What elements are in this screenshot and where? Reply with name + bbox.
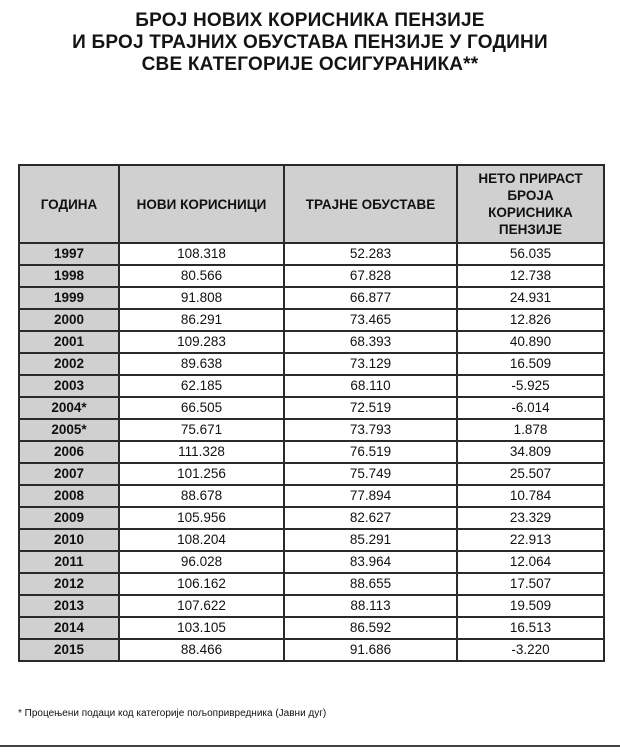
cell-new-users: 86.291 xyxy=(119,309,284,331)
cell-net-growth: 12.826 xyxy=(457,309,604,331)
cell-terminations: 91.686 xyxy=(284,639,457,661)
cell-new-users: 105.956 xyxy=(119,507,284,529)
cell-year: 2001 xyxy=(19,331,119,353)
cell-year: 2007 xyxy=(19,463,119,485)
cell-terminations: 88.655 xyxy=(284,573,457,595)
table-row xyxy=(19,309,604,331)
table-row xyxy=(19,265,604,287)
cell-terminations: 76.519 xyxy=(284,441,457,463)
cell-terminations: 86.592 xyxy=(284,617,457,639)
cell-new-users: 80.566 xyxy=(119,265,284,287)
cell-new-users: 89.638 xyxy=(119,353,284,375)
cell-terminations: 67.828 xyxy=(284,265,457,287)
cell-net-growth: 40.890 xyxy=(457,331,604,353)
cell-year: 2009 xyxy=(19,507,119,529)
cell-terminations: 83.964 xyxy=(284,551,457,573)
cell-year: 2011 xyxy=(19,551,119,573)
header-net-growth-line-4: ПЕНЗИЈЕ xyxy=(498,222,563,237)
table-row xyxy=(19,595,604,617)
cell-net-growth: -3.220 xyxy=(457,639,604,661)
table-row xyxy=(19,463,604,485)
cell-new-users: 109.283 xyxy=(119,331,284,353)
table-row xyxy=(19,375,604,397)
cell-year: 1998 xyxy=(19,265,119,287)
cell-net-growth: 56.035 xyxy=(457,243,604,265)
table-row xyxy=(19,331,604,353)
cell-new-users: 101.256 xyxy=(119,463,284,485)
table-row xyxy=(19,485,604,507)
cell-terminations: 85.291 xyxy=(284,529,457,551)
cell-net-growth: 19.509 xyxy=(457,595,604,617)
header-net-growth xyxy=(457,165,604,243)
table-row xyxy=(19,441,604,463)
header-new-users: НОВИ КОРИСНИЦИ xyxy=(119,165,284,243)
table-row xyxy=(19,529,604,551)
cell-terminations: 77.894 xyxy=(284,485,457,507)
cell-year: 2000 xyxy=(19,309,119,331)
cell-terminations: 88.113 xyxy=(284,595,457,617)
title-line-1: БРОЈ НОВИХ КОРИСНИКА ПЕНЗИЈЕ xyxy=(135,10,485,31)
cell-terminations: 75.749 xyxy=(284,463,457,485)
table-row xyxy=(19,419,604,441)
table-row xyxy=(19,617,604,639)
title-line-3: СВЕ КАТЕГОРИЈЕ ОСИГУРАНИКА** xyxy=(141,54,479,75)
cell-net-growth: 16.509 xyxy=(457,353,604,375)
cell-net-growth: 12.064 xyxy=(457,551,604,573)
cell-net-growth: 10.784 xyxy=(457,485,604,507)
table-row xyxy=(19,287,604,309)
cell-net-growth: 16.513 xyxy=(457,617,604,639)
cell-new-users: 111.328 xyxy=(119,441,284,463)
table-row xyxy=(19,353,604,375)
table-row xyxy=(19,397,604,419)
cell-terminations: 66.877 xyxy=(284,287,457,309)
table-row xyxy=(19,551,604,573)
cell-net-growth: 17.507 xyxy=(457,573,604,595)
cell-year: 2008 xyxy=(19,485,119,507)
cell-terminations: 82.627 xyxy=(284,507,457,529)
cell-net-growth: -5.925 xyxy=(457,375,604,397)
table-row xyxy=(19,507,604,529)
cell-year: 2012 xyxy=(19,573,119,595)
cell-year: 2015 xyxy=(19,639,119,661)
cell-net-growth: 25.507 xyxy=(457,463,604,485)
pension-table xyxy=(18,164,605,662)
cell-year: 2010 xyxy=(19,529,119,551)
header-year: ГОДИНА xyxy=(19,165,119,243)
cell-terminations: 73.129 xyxy=(284,353,457,375)
cell-net-growth: 22.913 xyxy=(457,529,604,551)
cell-new-users: 88.466 xyxy=(119,639,284,661)
header-net-growth-line-3: КОРИСНИКА xyxy=(488,205,573,220)
cell-year: 2005* xyxy=(19,419,119,441)
cell-year: 2014 xyxy=(19,617,119,639)
cell-net-growth: 12.738 xyxy=(457,265,604,287)
cell-new-users: 108.204 xyxy=(119,529,284,551)
cell-new-users: 66.505 xyxy=(119,397,284,419)
cell-year: 2013 xyxy=(19,595,119,617)
table-row xyxy=(19,243,604,265)
bottom-divider xyxy=(0,745,620,747)
cell-terminations: 72.519 xyxy=(284,397,457,419)
cell-terminations: 52.283 xyxy=(284,243,457,265)
cell-terminations: 73.465 xyxy=(284,309,457,331)
cell-terminations: 68.393 xyxy=(284,331,457,353)
cell-year: 2003 xyxy=(19,375,119,397)
cell-net-growth: -6.014 xyxy=(457,397,604,419)
cell-terminations: 73.793 xyxy=(284,419,457,441)
header-terminations: ТРАЈНЕ ОБУСТАВЕ xyxy=(284,165,457,243)
title-line-2: И БРОЈ ТРАЈНИХ ОБУСТАВА ПЕНЗИЈЕ У ГОДИНИ xyxy=(72,32,548,53)
cell-new-users: 91.808 xyxy=(119,287,284,309)
cell-net-growth: 34.809 xyxy=(457,441,604,463)
cell-new-users: 88.678 xyxy=(119,485,284,507)
table-row xyxy=(19,573,604,595)
header-row xyxy=(19,165,604,243)
cell-new-users: 75.671 xyxy=(119,419,284,441)
table-row xyxy=(19,639,604,661)
cell-net-growth: 23.329 xyxy=(457,507,604,529)
cell-net-growth: 1.878 xyxy=(457,419,604,441)
cell-new-users: 106.162 xyxy=(119,573,284,595)
cell-new-users: 96.028 xyxy=(119,551,284,573)
table-body xyxy=(19,243,604,661)
cell-new-users: 107.622 xyxy=(119,595,284,617)
cell-terminations: 68.110 xyxy=(284,375,457,397)
cell-new-users: 62.185 xyxy=(119,375,284,397)
document-title xyxy=(0,10,620,76)
cell-year: 2004* xyxy=(19,397,119,419)
header-net-growth-line-1: НЕТО ПРИРАСТ xyxy=(478,171,583,186)
header-net-growth-line-2: БРОЈА xyxy=(507,188,554,203)
cell-year: 2006 xyxy=(19,441,119,463)
cell-net-growth: 24.931 xyxy=(457,287,604,309)
cell-new-users: 103.105 xyxy=(119,617,284,639)
footnote: * Процењени подаци код категорије пољопривредника (Јавни дуг) xyxy=(18,708,327,719)
cell-new-users: 108.318 xyxy=(119,243,284,265)
cell-year: 1999 xyxy=(19,287,119,309)
cell-year: 1997 xyxy=(19,243,119,265)
cell-year: 2002 xyxy=(19,353,119,375)
